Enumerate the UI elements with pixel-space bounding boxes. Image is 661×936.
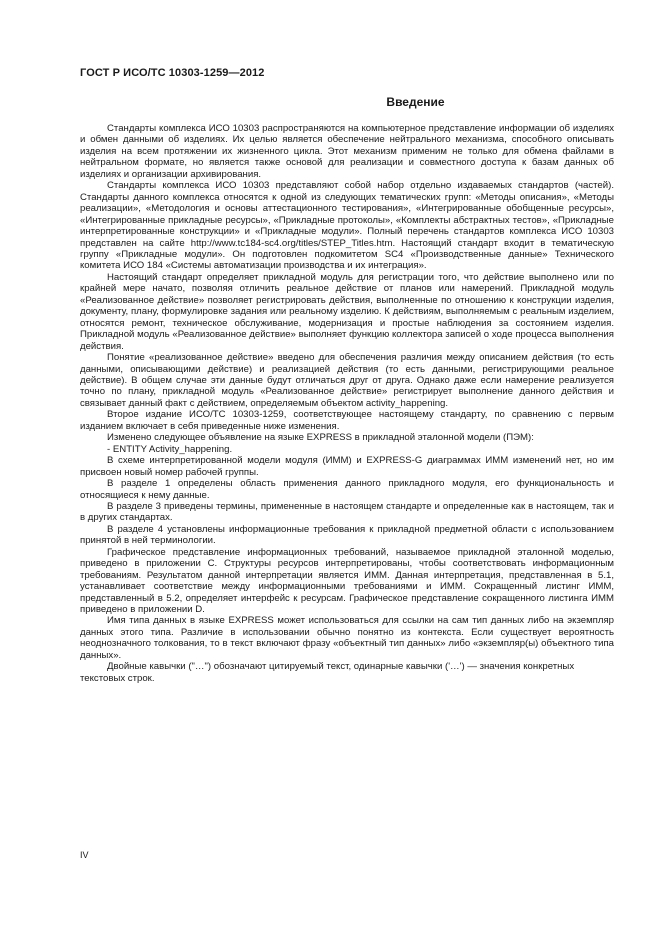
paragraph-7: - ENTITY Activity_happening. <box>107 443 233 455</box>
document-header: ГОСТ Р ИСО/ТС 10303-1259—2012 <box>80 67 265 79</box>
paragraph-8: В схеме интерпретированной модели модуля (ИММ) и EXPRESS-G диаграммах ИММ изменений нет, но им присвоен новый номер рабочей группы. <box>80 455 614 478</box>
paragraph-2: Стандарты комплекса ИСО 10303 представляют собой набор отдельно издаваемых стандартов (частей). Стандарты данного комплекса относятся к одной из следующих тематических групп: «Методы описания», «Методы реализации», «Методология и основы аттестационного тестирования», «Интегрированные обобщенные ресурсы», «Интегрированные прикладные ресурсы», «Прикладные протоколы», «Комплекты абстрактных тестов», «Прикладные интерпретированные конструкции» и «Прикладные модули». Полный перечень стандартов комплекса ИСО 10303 представлен на сайте http://www.tc184-sc4.org/titles/STEP_Titles.htm. Настоящий стандарт входит в тематическую группу «Прикладные модули». Он подготовлен подкомитетом SC4 «Производственные данные» Технического комитета ИСО 184 «Системы автоматизации производства и их интеграция». <box>80 180 614 272</box>
paragraph-13: Имя типа данных в языке EXPRESS может использоваться для ссылки на сам тип данных либо на экземпляр данных этого типа. Различие в использовании обычно понятно из контекста. Если существует вероятность неоднозначного толкования, то в текст включают фразу «объектный тип данных» либо «экземпляр(ы) объектного типа данных». <box>80 615 614 661</box>
paragraph-10: В разделе 3 приведены термины, примененные в настоящем стандарте и определенные как в настоящем, так и в других стандартах. <box>80 500 614 524</box>
paragraph-11: В разделе 4 установлены информационные требования к прикладной предметной области с использованием принятой в ней терминологии. <box>80 523 614 547</box>
paragraph-3: Настоящий стандарт определяет прикладной модуль для регистрации того, что действие выполнено или по крайней мере начато, позволяя отличить реальное действие от планов или намерений. Прикладной модуль «Реализованное действие» позволяет регистрировать действия, выполненные по отношению к конструкции изделия, документу, плану, формулировке задания или реальному изделию. К действиям, выполняемым с реальным изделием, относятся ремонт, техническое обслуживание, модернизация и простые наблюдения за состоянием изделия. Прикладной модуль «Реализованное действие» выполняет функцию коллектора записей о ходе процесса выполнения действия. <box>80 271 614 352</box>
paragraph-5: Второе издание ИСО/ТС 10303-1259, соответствующее настоящему стандарту, по сравнению с первым изданием включает в себя приведенные ниже изменения. <box>80 409 614 432</box>
body-text <box>80 123 614 684</box>
paragraph-14: Двойные кавычки ("…") обозначают цитируемый текст, одинарные кавычки ('…') — значения конкретных текстовых строк. <box>80 661 575 684</box>
page-number: IV <box>80 850 89 860</box>
paragraph-1: Стандарты комплекса ИСО 10303 распространяются на компьютерное представление информации об изделиях и обмен данными об изделиях. Их целью является обеспечение нейтрального механизма, способного описывать изделия на всем протяжении их жизненного цикла. Этот механизм применим не только для обмена файлами в нейтральном формате, но является также основой для реализации и совместного доступа к базам данных об изделиях и организации архивирования. <box>80 123 614 180</box>
paragraph-4: Понятие «реализованное действие» введено для обеспечения различия между описанием действия (то есть данными, описывающими действие) и реализацией действия (то есть данными, регистрирующими реальное действие). В общем случае эти данные будут отличаться друг от друга. Однако даже если намерение реализуется точно по плану, прикладной модуль «Реализованное действие» регистрирует выполнение данного действия и связывает данный факт с действием, определяемым объектом activity_happening. <box>80 352 614 409</box>
section-title: Введение <box>386 95 445 109</box>
paragraph-6: Изменено следующее объявление на языке EXPRESS в прикладной эталонной модели (ПЭМ): <box>107 432 534 444</box>
paragraph-12: Графическое представление информационных требований, называемое прикладной эталонной моделью, приведено в приложении С. Структуры ресурсов интерпретированы, чтобы соответствовать информационным требованиям. Результатом данной интерпретации является ИММ. Данная интерпретация, представленная в 5.1, устанавливает соответствие между информационными требованиями и ИММ. Сокращенный листинг ИММ, представленный в 5.2, определяет интерфейс к ресурсам. Графическое представление сокращенного листинга ИММ приведено в приложении D. <box>80 546 614 616</box>
paragraph-9: В разделе 1 определены область применения данного прикладного модуля, его функциональность и относящиеся к нему данные. <box>80 478 614 501</box>
